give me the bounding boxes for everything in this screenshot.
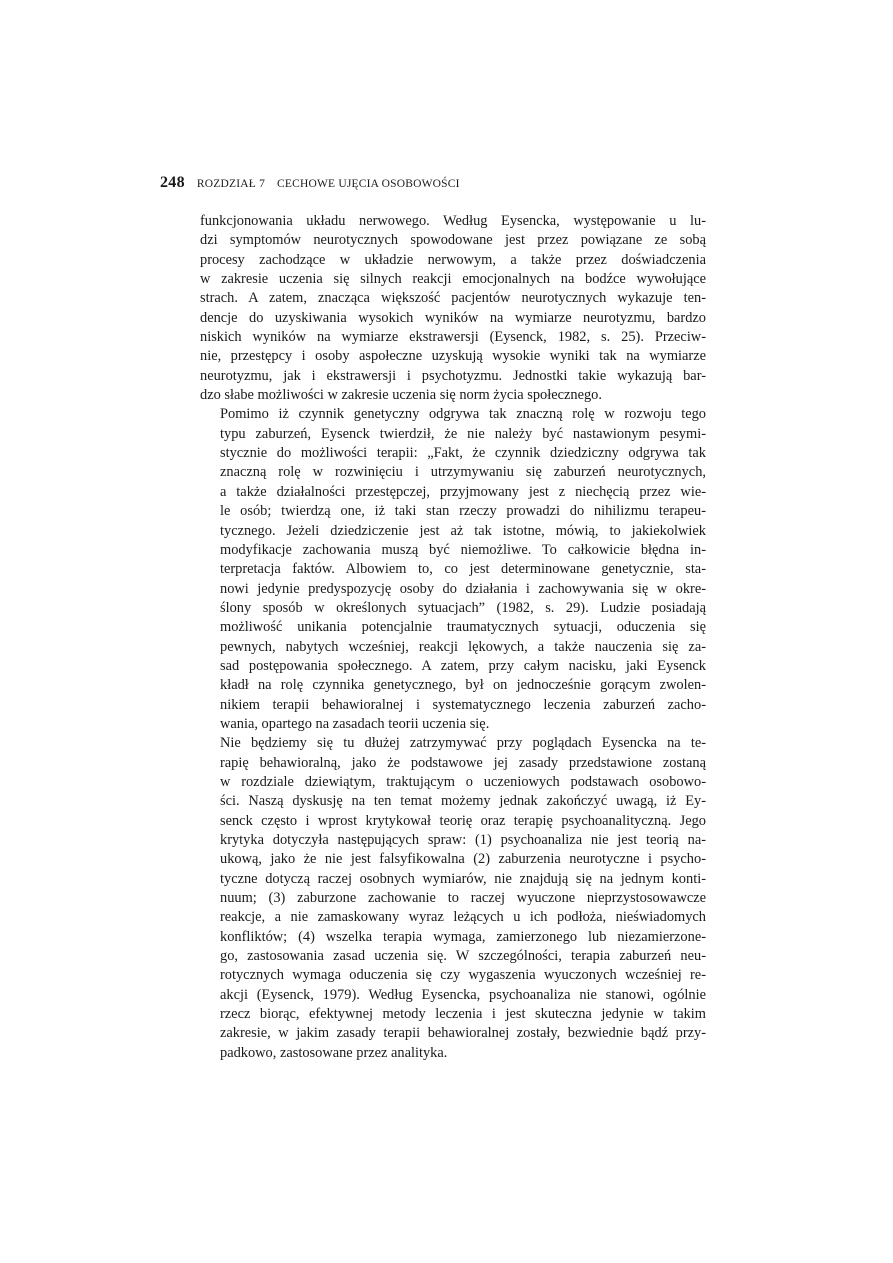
text-line: ślony sposób w określonych sytuacjach” (1982, s. 29). Ludzie posiadają xyxy=(220,599,706,616)
page-number: 248 xyxy=(160,174,185,191)
text-line: możliwość unikania potencjalnie traumatycznych sytuacji, oduczenia się xyxy=(220,619,706,636)
text-line: padkowo, zastosowane przez analityka. xyxy=(220,1044,448,1061)
text-line: dencje do uzyskiwania wysokich wyników na wymiarze neurotyzmu, bardzo xyxy=(200,309,706,326)
chapter-label: ROZDZIAŁ 7 xyxy=(196,178,266,190)
text-line: nie, przestępcy i osoby aspołeczne uzyskują wysokie wyniki tak na wymiarze xyxy=(200,348,706,365)
text-line: Pomimo iż czynnik genetyczny odgrywa tak znaczną rolę w rozwoju tego xyxy=(220,406,706,423)
text-line: ukową, jako że nie jest falsyfikowalna (2) zaburzenia neurotyczne i psycho- xyxy=(220,851,706,868)
body-text xyxy=(200,212,706,1063)
text-line: wania, opartego na zasadach teorii uczenia się. xyxy=(220,715,490,732)
text-line: nowi jedynie predyspozycję osoby do działania i zachowywania się w okre- xyxy=(220,580,706,597)
text-line: niskich wyników na wymiarze ekstrawersji (Eysenck, 1982, s. 25). Przeciw- xyxy=(200,329,706,346)
text-line: strach. A zatem, znacząca większość pacjentów neurotycznych wykazuje ten- xyxy=(200,290,706,307)
text-line: w zakresie uczenia się silnych reakcji emocjonalnych na bodźce wywołujące xyxy=(200,271,706,288)
text-line: typu zaburzeń, Eysenck twierdził, że nie należy być nastawionym pesymi- xyxy=(220,425,706,442)
text-line: funkcjonowania układu nerwowego. Według Eysencka, występowanie u lu- xyxy=(200,213,706,229)
text-line: dzo słabe możliwości w zakresie uczenia się norm życia społecznego. xyxy=(200,387,602,404)
text-line: nikiem terapii behawioralnej i systematycznego leczenia zaburzeń zacho- xyxy=(220,696,706,713)
text-line: a także działalności przestępczej, przyjmowany jest z niechęcią przez wie- xyxy=(220,483,706,500)
text-line: terpretacja faktów. Albowiem to, co jest determinowane genetycznie, sta- xyxy=(220,561,706,578)
text-line: senck często i wprost krytykował teorię oraz terapię psychoanalityczną. Jego xyxy=(220,812,706,829)
paragraph-1 xyxy=(200,212,706,405)
paragraph-2 xyxy=(200,405,706,734)
paragraph-3 xyxy=(200,734,706,1063)
text-line: znaczną rolę w rozwinięciu i utrzymywaniu się zaburzeń neurotycznych, xyxy=(220,464,706,481)
text-line: rzecz biorąc, efektywnej metody leczenia i jest skuteczna jedynie w takim xyxy=(220,1006,706,1023)
text-line: neurotyzmu, jak i ekstrawersji i psychotyzmu. Jednostki takie wykazują bar- xyxy=(200,367,706,384)
text-line: sad postępowania społecznego. A zatem, przy całym nacisku, jaki Eysenck xyxy=(220,657,706,674)
text-line: reakcje, a nie zamaskowany wyraz leżących u ich podłoża, nieświadomych xyxy=(220,909,706,926)
text-line: tyczne dotyczą raczej osobnych wymiarów, nie znajdują się na jednym konti- xyxy=(220,870,706,887)
text-line: kładł na rolę czynnika genetycznego, był on jednocześnie gorącym zwolen- xyxy=(220,677,706,694)
text-line: pewnych, nabytych wcześniej, reakcji lękowych, a także nauczenia się za- xyxy=(220,638,706,655)
text-line: akcji (Eysenck, 1979). Według Eysencka, psychoanaliza nie stanowi, ogólnie xyxy=(220,986,706,1003)
text-line: Nie będziemy się tu dłużej zatrzymywać przy poglądach Eysencka na te- xyxy=(220,735,706,752)
text-line: le osób; twierdzą one, iż taki stan rzeczy prowadzi do nihilizmu terapeu- xyxy=(220,503,706,520)
chapter-title: CECHOWE UJĘCIA OSOBOWOŚCI xyxy=(277,178,460,190)
text-line: w rozdziale dziewiątym, traktującym o uczeniowych podstawach osobowo- xyxy=(220,773,706,790)
text-line: nuum; (3) zaburzone zachowanie to raczej wyuczone nieprzystosowawcze xyxy=(220,890,706,907)
text-line: dzi symptomów neurotycznych spowodowane jest przez powiązane ze sobą xyxy=(200,232,706,249)
text-line: krytyka dotyczyła następujących spraw: (1) psychoanaliza nie jest teorią na- xyxy=(220,832,706,848)
text-line: go, zastosowania zasad uczenia się. W szczególności, terapia zaburzeń neu- xyxy=(220,948,706,965)
text-line: konfliktów; (4) wszelka terapia wymaga, zamierzonego lub niezamierzone- xyxy=(220,928,706,945)
text-line: rapię behawioralną, jako że podstawowe jej zasady przedstawione zostaną xyxy=(220,754,706,771)
text-line: stycznie do możliwości terapii: „Fakt, że czynnik dziedziczny odgrywa tak xyxy=(220,445,706,462)
text-line: ści. Naszą dyskusję na ten temat możemy jednak zakończyć uwagą, iż Ey- xyxy=(220,793,706,810)
text-line: modyfikacje zachowania muszą być niemożliwe. To całkowicie błędna in- xyxy=(220,541,706,558)
text-line: procesy zachodzące w układzie nerwowym, a także przez doświadczenia xyxy=(200,251,706,268)
text-line: rotycznych wymaga oduczenia się czy wygaszenia wyuczonych wcześniej re- xyxy=(220,967,706,984)
text-line: tycznego. Jeżeli dziedziczenie jest aż tak istotne, mówią, to jakiekolwiek xyxy=(220,522,706,539)
text-line: zakresie, w jakim zasady terapii behawioralnej zostały, bezwiednie bądź przy- xyxy=(220,1025,706,1042)
running-head xyxy=(160,174,460,192)
